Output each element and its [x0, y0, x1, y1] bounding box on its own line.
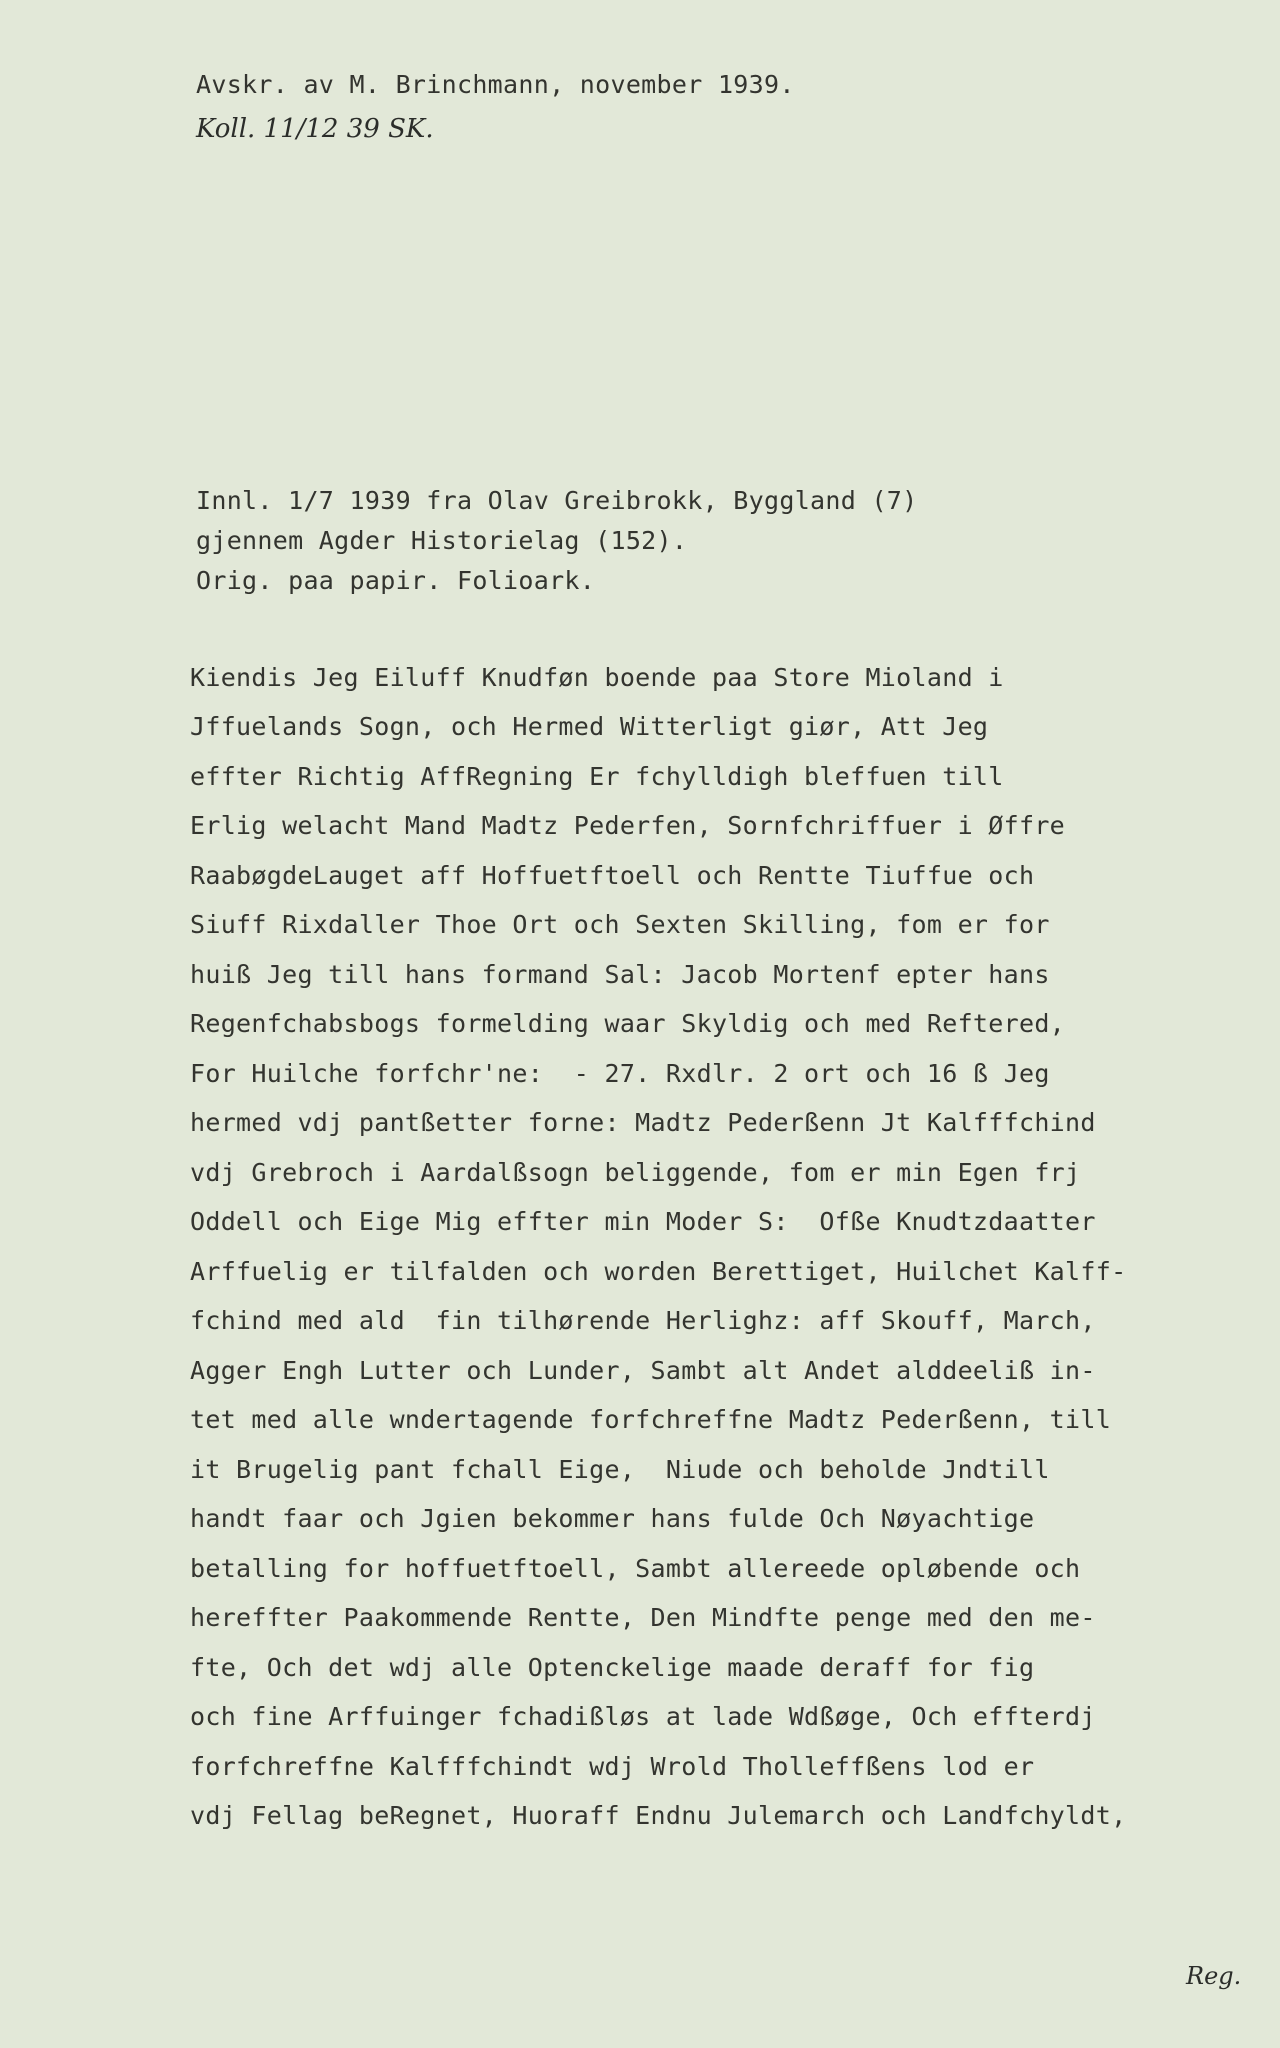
intro-line: gjennem Agder Historielag (152).: [196, 526, 688, 555]
body-line: RaabøgdeLauget aff Hoffuetftoell och Rentte Tiuffue och: [190, 861, 1035, 890]
body-line: forfchreffne Kalfffchindt wdj Wrold Tholleffßens lod er: [190, 1752, 1035, 1781]
body-line: betalling for hoffuetftoell, Sambt allereede opløbende och: [190, 1554, 1081, 1583]
body-line: tet med alle wndertagende forfchreffne Madtz Pederßenn, till: [190, 1405, 1112, 1434]
intro-line: Innl. 1/7 1939 fra Olav Greibrokk, Byggland (7): [196, 486, 918, 515]
body-line: fchind med ald fin tilhørende Herlighz: aff Skouff, March,: [190, 1306, 1096, 1335]
body-line: vdj Fellag beRegnet, Huoraff Endnu Julemarch och Landfchyldt,: [190, 1801, 1127, 1830]
body-line: handt faar och Jgien bekommer hans fulde Och Nøyachtige: [190, 1504, 1035, 1533]
body-line: Arffuelig er tilfalden och worden Berettiget, Huilchet Kalff-: [190, 1257, 1127, 1286]
body-line: huiß Jeg till hans formand Sal: Jacob Mortenf epter hans: [190, 960, 1050, 989]
body-line: For Huilche forfchr'ne: - 27. Rxdlr. 2 ort och 16 ß Jeg: [190, 1059, 1050, 1088]
body-line: och fine Arffuinger fchadißløs at lade Wdßøge, Och effterdj: [190, 1702, 1096, 1731]
handwritten-collation-note: Koll. 11/12 39 SK.: [196, 114, 434, 144]
body-line: Agger Engh Lutter och Lunder, Sambt alt Andet alddeeliß in-: [190, 1356, 1096, 1385]
body-line: hermed vdj pantßetter forne: Madtz Pederßenn Jt Kalfffchind: [190, 1108, 1096, 1137]
body-line: Oddell och Eige Mig effter min Moder S: Ofße Knudtzdaatter: [190, 1207, 1096, 1236]
body-line: Siuff Rixdaller Thoe Ort och Sexten Skilling, fom er for: [190, 910, 1050, 939]
body-line: vdj Grebroch i Aardalßsogn beliggende, fom er min Egen frj: [190, 1158, 1081, 1187]
body-line: effter Richtig AffRegning Er fchylldigh bleffuen till: [190, 762, 1004, 791]
body-line: it Brugelig pant fchall Eige, Niude och beholde Jndtill: [190, 1455, 1050, 1484]
body-line: Kiendis Jeg Eiluff Knudføn boende paa Store Mioland i: [190, 663, 1004, 692]
handwritten-reg-mark: Reg.: [1186, 1962, 1242, 1990]
body-line: fte, Och det wdj alle Optenckelige maade deraff for fig: [190, 1653, 1035, 1682]
body-line: Erlig welacht Mand Madtz Pederfen, Sornfchriffuer i Øffre: [190, 811, 1066, 840]
transcription-credit: Avskr. av M. Brinchmann, november 1939.: [196, 70, 795, 99]
intro-line: Orig. paa papir. Folioark.: [196, 566, 596, 595]
body-line: Jffuelands Sogn, och Hermed Witterligt giør, Att Jeg: [190, 712, 989, 741]
body-line: Regenfchabsbogs formelding waar Skyldig och med Reftered,: [190, 1009, 1066, 1038]
body-line: hereffter Paakommende Rentte, Den Mindfte penge med den me-: [190, 1603, 1096, 1632]
